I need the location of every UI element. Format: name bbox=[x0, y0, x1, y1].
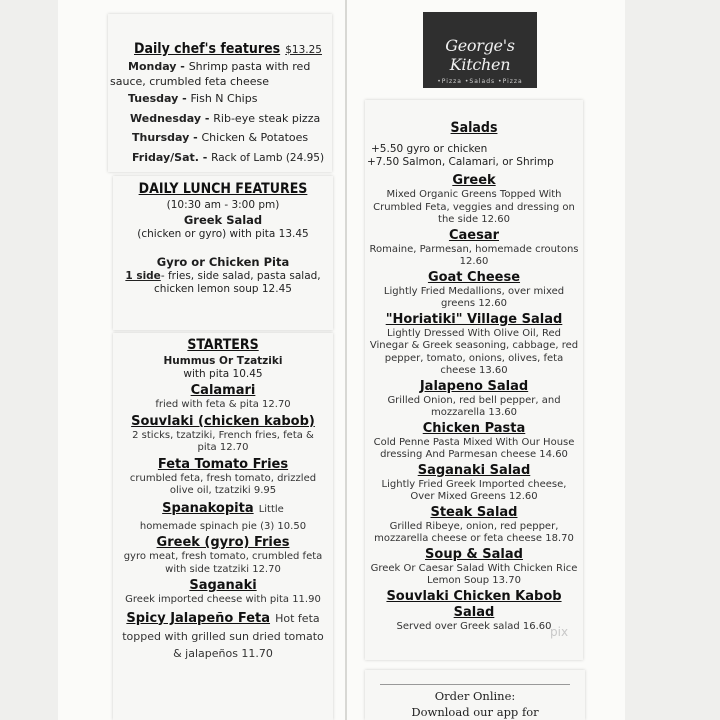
day-desc: Shrimp pasta with red bbox=[188, 60, 311, 73]
daily-chef-card bbox=[108, 14, 332, 172]
salad-name: "Horiatiki" Village Salad bbox=[385, 311, 563, 327]
starter-name: Feta Tomato Fries bbox=[157, 456, 289, 472]
lunch-item-name: Gyro or Chicken Pita bbox=[156, 255, 290, 269]
starter-desc: crumbled feta, fresh tomato, drizzled olive oil, tzatziki 9.95 bbox=[129, 472, 317, 496]
starter-desc: Little homemade spinach pie (3) 10.50 bbox=[139, 503, 307, 532]
salads-card bbox=[365, 100, 583, 660]
salad-name: Chicken Pasta bbox=[422, 420, 526, 436]
order-divider bbox=[380, 684, 570, 685]
day-row bbox=[108, 128, 332, 148]
salad-desc: Romaine, Parmesan, homemade croutons 12.60 bbox=[369, 243, 579, 267]
daily-chef-price: $13.25 bbox=[285, 44, 322, 56]
starter-name: Hummus Or Tzatziki bbox=[163, 355, 283, 367]
day-label: Monday - bbox=[128, 60, 189, 73]
salad-name: Souvlaki Chicken Kabob Salad bbox=[386, 588, 562, 620]
lunch-card bbox=[113, 176, 333, 330]
starter-desc: Hot feta topped with grilled sun dried tomato & jalapeños 11.70 bbox=[122, 611, 324, 660]
salad-desc: Mixed Organic Greens Topped With Crumbled Feta, veggies and dressing on the side 12.60 bbox=[373, 189, 575, 225]
starter-name: Saganaki bbox=[189, 578, 257, 593]
day-label: Thursday - bbox=[132, 131, 202, 144]
salad-name: Jalapeno Salad bbox=[419, 378, 529, 394]
lunch-item-desc bbox=[113, 270, 333, 283]
day-row-cont bbox=[108, 75, 332, 89]
day-row bbox=[108, 89, 332, 109]
lunch-hours: (10:30 am - 3:00 pm) bbox=[166, 199, 280, 211]
starters-title: STARTERS bbox=[187, 337, 259, 353]
salad-desc: Grilled Onion, red bell pepper, and mozzarella 13.60 bbox=[387, 394, 561, 418]
lunch-item-name: Greek Salad bbox=[183, 213, 263, 227]
order-text: Download our app for bbox=[411, 705, 539, 719]
lunch-item-desc-cont: chicken lemon soup 12.45 bbox=[154, 283, 292, 295]
salads-addon: +5.50 gyro or chicken bbox=[371, 143, 488, 155]
salad-name: Goat Cheese bbox=[427, 269, 521, 285]
day-desc: Rack of Lamb (24.95) bbox=[211, 151, 325, 164]
salad-desc: Lightly Fried Medallions, over mixed greens 12.60 bbox=[383, 285, 565, 309]
starter-name: Calamari bbox=[190, 383, 256, 398]
starter-desc: 2 sticks, tzatziki, French fries, feta & pita 12.70 bbox=[132, 429, 314, 453]
day-desc: Fish N Chips bbox=[190, 92, 258, 105]
salad-name: Steak Salad bbox=[430, 504, 518, 520]
logo-tagline: •Pizza •Salads •Pizza bbox=[437, 78, 523, 85]
starter-name: Spicy Jalapeño Feta bbox=[126, 610, 271, 626]
side-label: 1 side bbox=[125, 270, 161, 282]
day-label: Friday/Sat. - bbox=[132, 150, 212, 164]
daily-chef-title: Daily chef's features bbox=[134, 41, 281, 57]
starter-inline bbox=[113, 609, 333, 661]
day-label: Tuesday - bbox=[128, 92, 191, 105]
starter-desc: gyro meat, fresh tomato, crumbled feta with side tzatziki 12.70 bbox=[123, 551, 323, 575]
salad-desc: Cold Penne Pasta Mixed With Our House dressing And Parmesan cheese 14.60 bbox=[373, 436, 575, 460]
starter-inline bbox=[113, 500, 333, 534]
day-desc-cont: sauce, crumbled feta cheese bbox=[110, 75, 270, 88]
salad-desc: Lightly Fried Greek Imported cheese, Over Mixed Greens 12.60 bbox=[381, 478, 567, 502]
starter-desc: fried with feta & pita 12.70 bbox=[155, 399, 291, 410]
day-row bbox=[108, 109, 332, 129]
salad-desc: Grilled Ribeye, onion, red pepper, mozzarella cheese or feta cheese 18.70 bbox=[374, 520, 574, 544]
salad-name: Greek bbox=[452, 173, 496, 188]
salad-desc: Lightly Dressed With Olive Oil, Red Vinegar & Greek seasoning, cabbage, red pepper, tomato, onions, olives, feta cheese 13.60 bbox=[369, 327, 579, 376]
salad-name: Soup & Salad bbox=[425, 546, 523, 562]
restaurant-logo bbox=[423, 12, 537, 88]
logo-name: George's Kitchen bbox=[445, 36, 515, 74]
starter-name: Souvlaki (chicken kabob) bbox=[131, 413, 315, 429]
starters-card bbox=[113, 333, 333, 720]
salad-desc: Served over Greek salad 16.60 bbox=[396, 620, 552, 632]
day-row bbox=[108, 59, 332, 75]
watermark-text: pix bbox=[550, 625, 569, 639]
starter-desc: Greek imported cheese with pita 11.90 bbox=[125, 594, 321, 605]
lunch-title: DAILY LUNCH FEATURES bbox=[138, 181, 308, 197]
salads-addon: +7.50 Salmon, Calamari, or Shrimp bbox=[367, 156, 554, 168]
salad-name: Saganaki Salad bbox=[417, 462, 531, 478]
starter-name: Spanakopita bbox=[162, 500, 254, 516]
page-fold bbox=[345, 0, 347, 720]
salad-name: Caesar bbox=[448, 227, 500, 243]
side-desc: - fries, side salad, pasta salad, bbox=[160, 270, 321, 282]
starter-desc: with pita 10.45 bbox=[183, 368, 263, 380]
salads-title: Salads bbox=[450, 120, 498, 136]
day-desc: Rib-eye steak pizza bbox=[213, 111, 321, 125]
salad-desc: Greek Or Caesar Salad With Chicken Rice Lemon Soup 13.70 bbox=[370, 562, 578, 586]
day-row bbox=[108, 148, 332, 169]
order-title: Order Online: bbox=[434, 689, 516, 703]
day-label: Wednesday - bbox=[130, 111, 214, 125]
order-online-card bbox=[365, 670, 585, 720]
starter-name: Greek (gyro) Fries bbox=[156, 535, 290, 550]
day-desc: Chicken & Potatoes bbox=[201, 131, 309, 144]
lunch-item-desc: (chicken or gyro) with pita 13.45 bbox=[137, 228, 309, 240]
